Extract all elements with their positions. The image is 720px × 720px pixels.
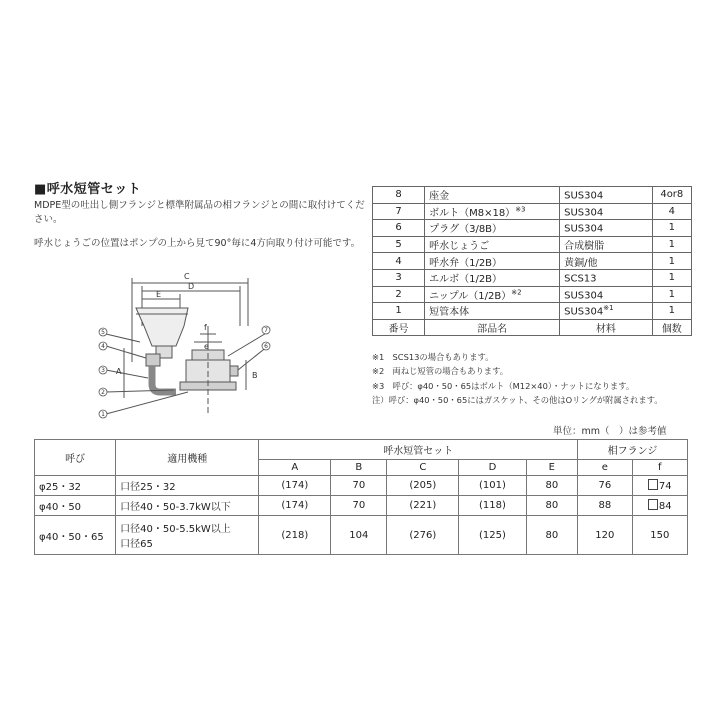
col-header-e: e — [578, 460, 632, 476]
row-yobi: φ40・50・65 — [35, 516, 116, 555]
spec-row — [35, 516, 688, 555]
part-material: SUS304$^{※1}$ — [560, 303, 653, 320]
dim-label-A: A — [116, 367, 122, 376]
part-material: 黄銅/他 — [560, 253, 653, 270]
row-kishu: 口径40・50-3.7kW以下 — [116, 496, 259, 516]
part-name: ニップル$(1/2B)^{※2}$ — [425, 286, 560, 303]
row-value-e: 120 — [578, 516, 632, 555]
dim-label-D: D — [188, 282, 195, 291]
part-no: 1 — [373, 303, 425, 320]
assembly-drawing — [96, 266, 272, 422]
row-value-f: 84 — [632, 496, 687, 516]
parts-header-row — [373, 319, 692, 336]
description-line-2: さい。 — [34, 214, 63, 225]
parts-row — [373, 203, 692, 220]
parts-row — [373, 220, 692, 237]
row-value-B: 70 — [331, 496, 387, 516]
row-yobi: φ40・50 — [35, 496, 116, 516]
part-material: SUS304 — [560, 286, 653, 303]
col-header-f: f — [632, 460, 687, 476]
part-no: 2 — [373, 286, 425, 303]
callout-5: 5 — [101, 329, 105, 336]
row-value-C: (276) — [387, 516, 459, 555]
section-title: ■呼水短管セット — [34, 182, 142, 197]
parts-row — [373, 187, 692, 204]
row-kishu: 口径40・50-5.5kW以上 口径65 — [116, 516, 259, 555]
col-header-B: B — [331, 460, 387, 476]
row-value-f: 150 — [632, 516, 687, 555]
row-kishu: 口径25・32 — [116, 476, 259, 496]
row-value-E: 80 — [526, 496, 578, 516]
spec-table — [34, 439, 688, 555]
dim-label-E: E — [156, 290, 162, 299]
part-name: 呼水弁（1/2B） — [425, 253, 560, 270]
callout-1: 1 — [101, 411, 105, 418]
row-value-B: 70 — [331, 476, 387, 496]
part-qty: 1 — [652, 220, 691, 237]
parts-row — [373, 236, 692, 253]
dim-label-f: f — [204, 323, 207, 332]
part-qty: 1 — [652, 303, 691, 320]
part-no: 5 — [373, 236, 425, 253]
part-material: SUS304 — [560, 203, 653, 220]
header-no: 番号 — [373, 319, 425, 336]
row-value-E: 80 — [526, 516, 578, 555]
parts-row — [373, 303, 692, 320]
note-4: 注）呼び：φ40・50・65にはガスケット、その他はOリングが附属されます。 — [372, 394, 663, 405]
description-line-3: 呼水じょうごの位置はポンプの上から見て90°毎に4方向取り付け可能です。 — [34, 238, 361, 249]
note-2: ※2 両ねじ短管の場合もあります。 — [372, 366, 509, 377]
part-qty: 4or8 — [652, 187, 691, 204]
row-value-D: (125) — [459, 516, 526, 555]
callout-2: 2 — [101, 389, 105, 396]
part-no: 6 — [373, 220, 425, 237]
header-set: 呼水短管セット — [259, 440, 578, 460]
part-name: ボルト$(M8\times 18)^{※3}$ — [425, 203, 560, 220]
row-yobi: φ25・32 — [35, 476, 116, 496]
part-name: 呼水じょうご — [425, 236, 560, 253]
row-value-B: 104 — [331, 516, 387, 555]
header-flange: 相フランジ — [578, 440, 688, 460]
part-no: 8 — [373, 187, 425, 204]
description-line-1: MDPE型の吐出し側フランジと標準附属品の相フランジとの間に取付けてくだ — [34, 200, 365, 211]
callout-6: 6 — [264, 343, 268, 350]
part-name: 短管本体 — [425, 303, 560, 320]
part-material: 合成樹脂 — [560, 236, 653, 253]
part-material: SUS304 — [560, 187, 653, 204]
row-value-e: 76 — [578, 476, 632, 496]
dim-label-C: C — [184, 272, 190, 281]
part-name: 座金 — [425, 187, 560, 204]
row-value-e: 88 — [578, 496, 632, 516]
parts-row — [373, 253, 692, 270]
row-value-C: (221) — [387, 496, 459, 516]
callout-3: 3 — [101, 367, 105, 374]
row-value-E: 80 — [526, 476, 578, 496]
spec-row — [35, 476, 688, 496]
row-value-C: (205) — [387, 476, 459, 496]
col-header-E: E — [526, 460, 578, 476]
part-no: 4 — [373, 253, 425, 270]
part-qty: 1 — [652, 236, 691, 253]
callout-4: 4 — [101, 343, 105, 350]
note-1: ※1 SCS13の場合もあります。 — [372, 352, 494, 362]
dim-label-e: e — [204, 342, 209, 351]
part-material: SUS304 — [560, 220, 653, 237]
part-qty: 1 — [652, 269, 691, 286]
part-name: プラグ（3/8B） — [425, 220, 560, 237]
col-header-A: A — [259, 460, 331, 476]
callout-7: 7 — [264, 327, 268, 334]
part-name: エルボ（1/2B） — [425, 269, 560, 286]
flange-box-icon — [648, 479, 658, 490]
part-material: SCS13 — [560, 269, 653, 286]
flange-box-icon — [648, 499, 658, 510]
row-value-D: (118) — [459, 496, 526, 516]
row-value-A: (174) — [259, 496, 331, 516]
note-3: ※3 呼び：φ40・50・65はボルト（M12×40）・ナットになります。 — [372, 380, 635, 391]
part-no: 7 — [373, 203, 425, 220]
header-qty: 個数 — [652, 319, 691, 336]
row-value-D: (101) — [459, 476, 526, 496]
part-no: 3 — [373, 269, 425, 286]
col-header-C: C — [387, 460, 459, 476]
parts-row — [373, 286, 692, 303]
header-yobi: 呼び — [35, 440, 116, 476]
dim-label-B: B — [252, 371, 258, 380]
col-header-D: D — [459, 460, 526, 476]
row-value-f: 74 — [632, 476, 687, 496]
spec-row — [35, 496, 688, 516]
header-material: 材料 — [560, 319, 653, 336]
row-value-A: (218) — [259, 516, 331, 555]
part-qty: 1 — [652, 286, 691, 303]
row-value-A: (174) — [259, 476, 331, 496]
part-qty: 4 — [652, 203, 691, 220]
header-kishu: 適用機種 — [116, 440, 259, 476]
notes — [372, 350, 663, 407]
parts-table — [372, 186, 692, 336]
header-name: 部品名 — [425, 319, 560, 336]
part-qty: 1 — [652, 253, 691, 270]
parts-row — [373, 269, 692, 286]
unit-note: 単位：mm（ ）は参考値 — [553, 426, 667, 437]
